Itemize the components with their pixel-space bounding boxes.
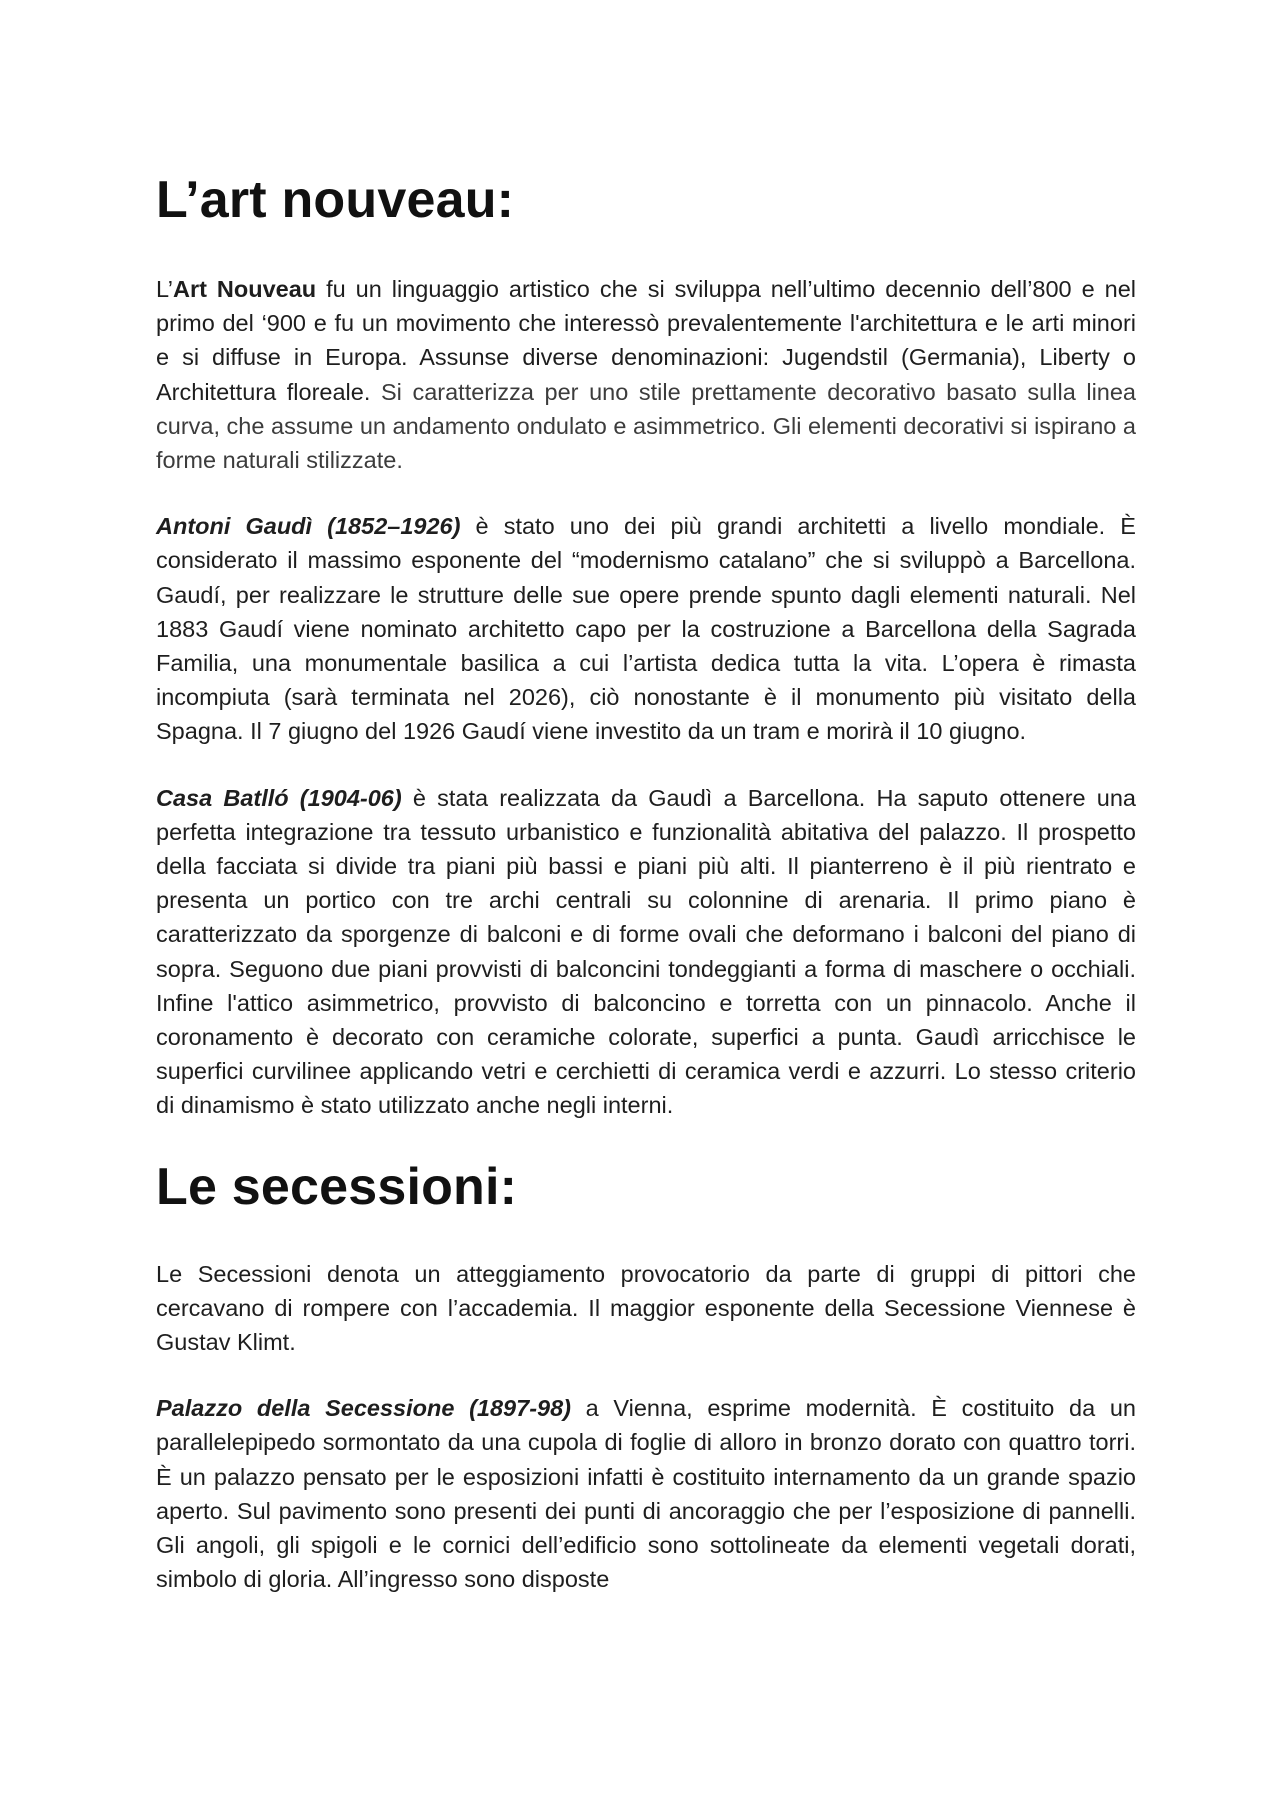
paragraph-casa-batllo (156, 781, 1136, 1123)
paragraph-text: fu un linguaggio artistico che si sviluppa nell’ultimo decennio dell’800 e nel primo del ‘900 e fu un movimento che interessò prevalentemente l'architettura e le arti minori e si diffuse in Europa. Assunse diverse denominazioni: Jugendstil (Germania), Liberty o Architettura floreale. (156, 276, 1136, 405)
prefix-text: L’ (156, 276, 173, 302)
paragraph-text-continued: Si caratterizza per uno stile prettamente decorativo basato sulla linea curva, che assume un andamento ondulato e asimmetrico. Gli elementi decorativi si ispirano a forme naturali stilizzate. (156, 378, 1137, 474)
paragraph-gaudi (156, 509, 1136, 748)
paragraph-text: è stata realizzata da Gaudì a Barcellona. Ha saputo ottenere una perfetta integrazione tra tessuto urbanistico e funzionalità abitativa del palazzo. Il prospetto della facciata si divide tra piani più bassi e piani più alti. Il pianterreno è il più rientrato e presenta un portico con tre archi centrali su colonnine di arenaria. Il primo piano è caratterizzato da sporgenze di balconi e di forme ovali che deformano i balconi del piano di sopra. Seguono due piani provvisti di balconcini tondeggianti a forma di maschere o occhiali. Infine l'attico asimmetrico, provvisto di balconcino e torretta con un pinnacolo. Anche il coronamento è decorato con ceramiche colorate, superfici a punta. Gaudì arricchisce le superfici curvilinee applicando vetri e cerchietti di ceramica verdi e azzurri. Lo stesso criterio di dinamismo è stato utilizzato anche negli interni. (156, 784, 1136, 1119)
paragraph-text: è stato uno dei più grandi architetti a livello mondiale. È considerato il massimo esponente del “modernismo catalano” che si sviluppò a Barcellona. Gaudí, per realizzare le strutture delle sue opere prende spunto dagli elementi naturali. Nel 1883 Gaudí viene nominato architetto capo per la costruzione a Barcellona della Sagrada Familia, una monumentale basilica a cui l’artista dedica tutta la vita. L’opera è rimasta incompiuta (sarà terminata nel 2026), ciò nonostante è il monumento più visitato della Spagna. Il 7 giugno del 1926 Gaudí viene investito da un tram e morirà il 10 giugno. (156, 513, 1136, 745)
paragraph-secessioni-intro (156, 1257, 1136, 1360)
lead-term: Antoni Gaudì (1852–1926) (156, 513, 461, 540)
section-title-secessioni: Le secessioni: (156, 1157, 518, 1216)
paragraph-art-nouveau-intro (156, 272, 1136, 477)
lead-term: Palazzo della Secessione (1897-98) (156, 1395, 571, 1422)
document-page (156, 170, 1136, 1629)
paragraph-palazzo-secessione (156, 1391, 1136, 1596)
section-title-art-nouveau: L’art nouveau: (156, 171, 515, 229)
lead-term: Casa Batlló (1904-06) (156, 784, 402, 811)
bold-term: Art Nouveau (173, 276, 317, 302)
paragraph-text: Le Secessioni denota un atteggiamento provocatorio da parte di gruppi di pittori che cercavano di rompere con l’accademia. Il maggior esponente della Secessione Viennese è Gustav Klimt. (156, 1260, 1136, 1356)
paragraph-text: a Vienna, esprime modernità. È costituito da un parallelepipedo sormontato da una cupola di foglie di alloro in bronzo dorato con quattro torri. È un palazzo pensato per le esposizioni infatti è costituito internamento da un grande spazio aperto. Sul pavimento sono presenti dei punti di ancoraggio che per l’esposizione di pannelli. Gli angoli, gli spigoli e le cornici dell’edificio sono sottolineate da elementi vegetali dorati, simbolo di gloria. All’ingresso sono disposte (156, 1395, 1136, 1593)
